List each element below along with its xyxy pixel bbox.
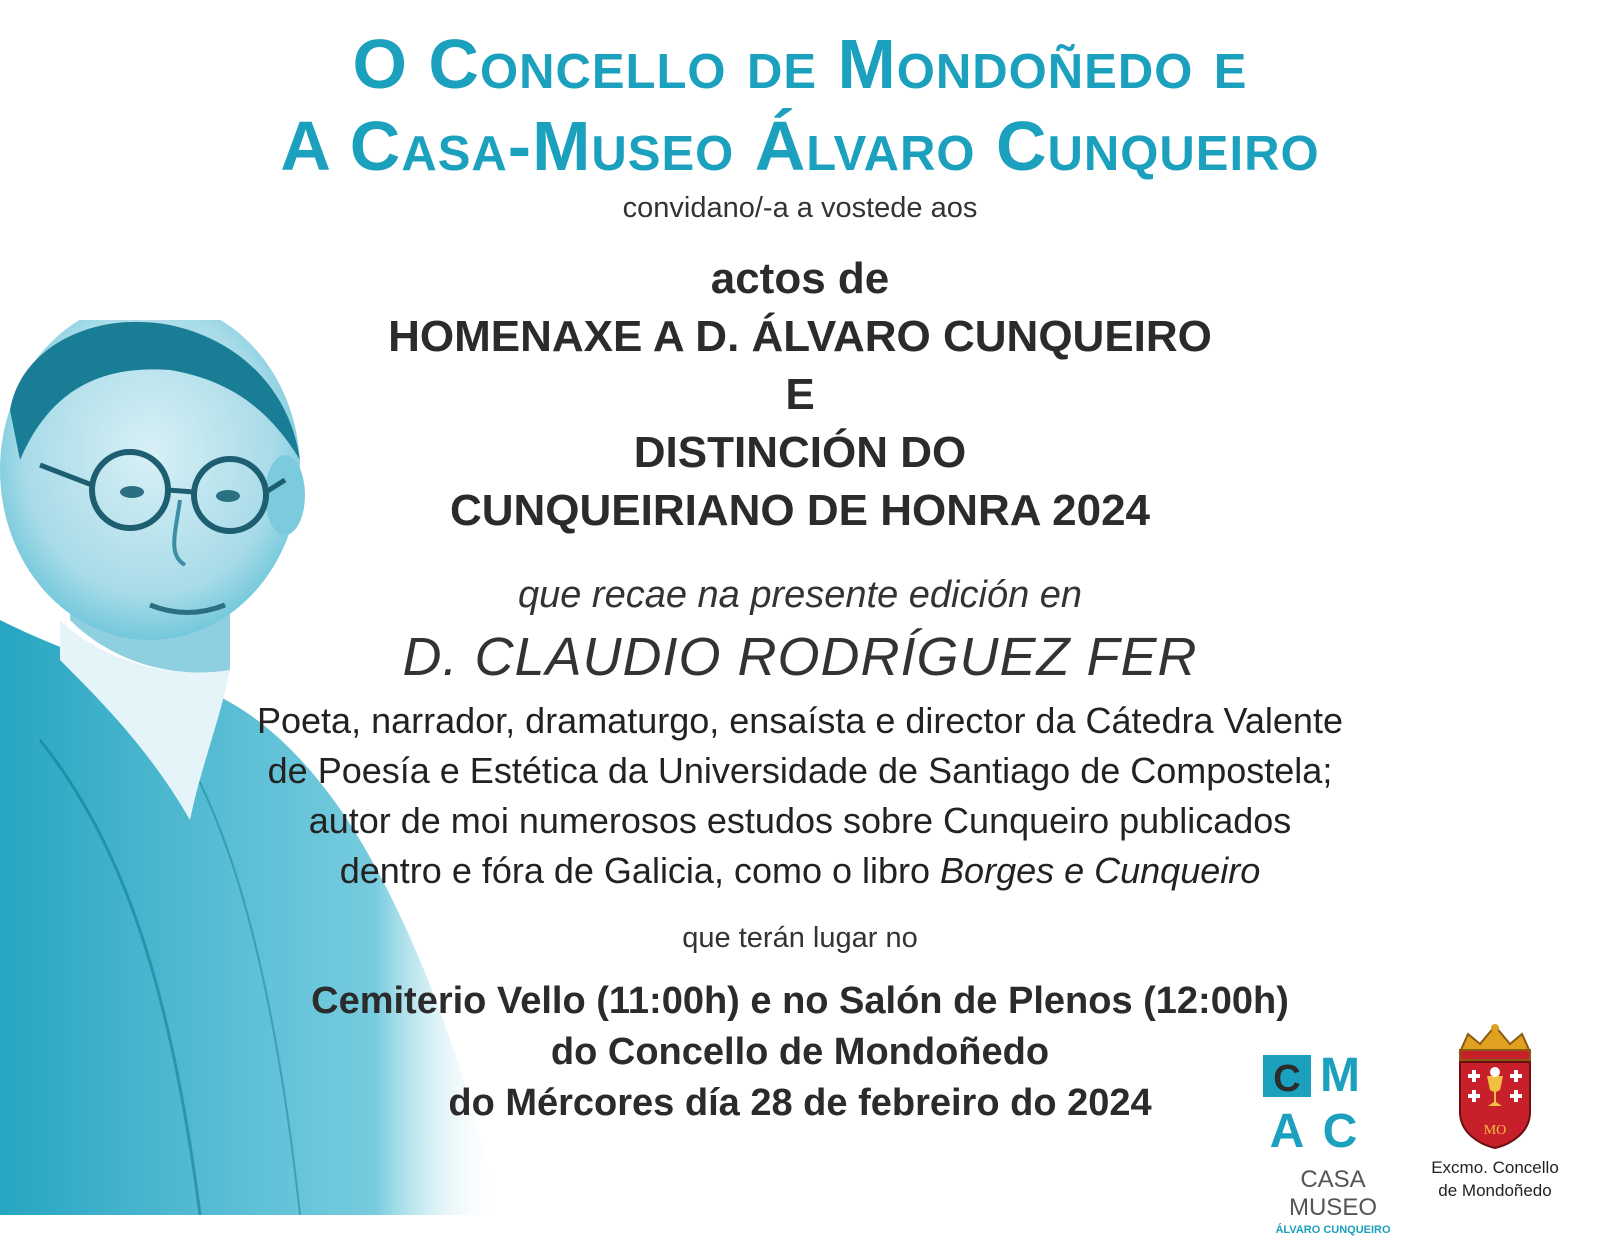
- venue-intro: que terán lugar no: [682, 922, 918, 954]
- book-title: Borges e Cunqueiro: [940, 850, 1261, 891]
- cmac-caption: CASA MUSEO: [1288, 1166, 1377, 1221]
- cmac-monogram: [1258, 1035, 1368, 1155]
- venue-line-3: do Mércores día 28 de febreiro do 2024: [448, 1082, 1152, 1124]
- concello-logo: [1420, 1022, 1570, 1201]
- cmac-letter-a: A: [1269, 1105, 1305, 1155]
- invitation-text: convidano/-a a vostede aos: [622, 192, 978, 224]
- cmac-subcaption: ÁLVARO CUNQUEIRO: [1275, 1224, 1391, 1236]
- bio-line-4-text: dentro e fóra de Galicia, como o libro: [339, 850, 941, 891]
- event-line-2: HOMENAXE A D. ÁLVARO CUNQUEIRO: [388, 312, 1212, 361]
- event-line-4: DISTINCIÓN DO: [633, 428, 967, 477]
- concello-caption-line-1: Excmo. Concello: [1431, 1158, 1559, 1177]
- venue-line-2: do Concello de Mondoñedo: [550, 1031, 1050, 1073]
- bio-line-4: [0, 846, 1600, 896]
- bio-line-3: autor de moi numerosos estudos sobre Cunqueiro publicados: [308, 800, 1292, 841]
- header-line-1: O Concello de Mondoñedo e: [352, 25, 1248, 103]
- header-line-2: A Casa-Museo Álvaro Cunqueiro: [280, 107, 1320, 185]
- coat-of-arms-icon: [1450, 1022, 1540, 1150]
- casa-museo-logo: [1258, 1035, 1408, 1236]
- concello-caption-line-2: de Mondoñedo: [1438, 1181, 1552, 1200]
- honoree-bio: [0, 696, 1600, 896]
- event-line-3: E: [785, 370, 815, 419]
- bio-line-2: de Poesía e Estética da Universidade de Santiago de Compostela;: [267, 750, 1333, 791]
- cmac-letter-m: M: [1320, 1049, 1360, 1102]
- venue-line-1: Cemiterio Vello (11:00h) e no Salón de Plenos (12:00h): [311, 980, 1289, 1022]
- bio-line-1: Poeta, narrador, dramaturgo, ensaísta e director da Cátedra Valente: [257, 700, 1343, 741]
- event-title: [0, 250, 1600, 540]
- event-line-1: actos de: [710, 254, 890, 303]
- event-line-5: CUNQUEIRIANO DE HONRA 2024: [449, 486, 1151, 535]
- award-intro: que recae na presente edición en: [517, 574, 1083, 616]
- cmac-letter-c1: C: [1273, 1058, 1301, 1100]
- concello-monogram: MO: [1483, 1123, 1507, 1138]
- honoree-name: D. CLAUDIO RODRÍGUEZ FER: [402, 627, 1198, 687]
- cmac-letter-c2: C: [1322, 1105, 1358, 1155]
